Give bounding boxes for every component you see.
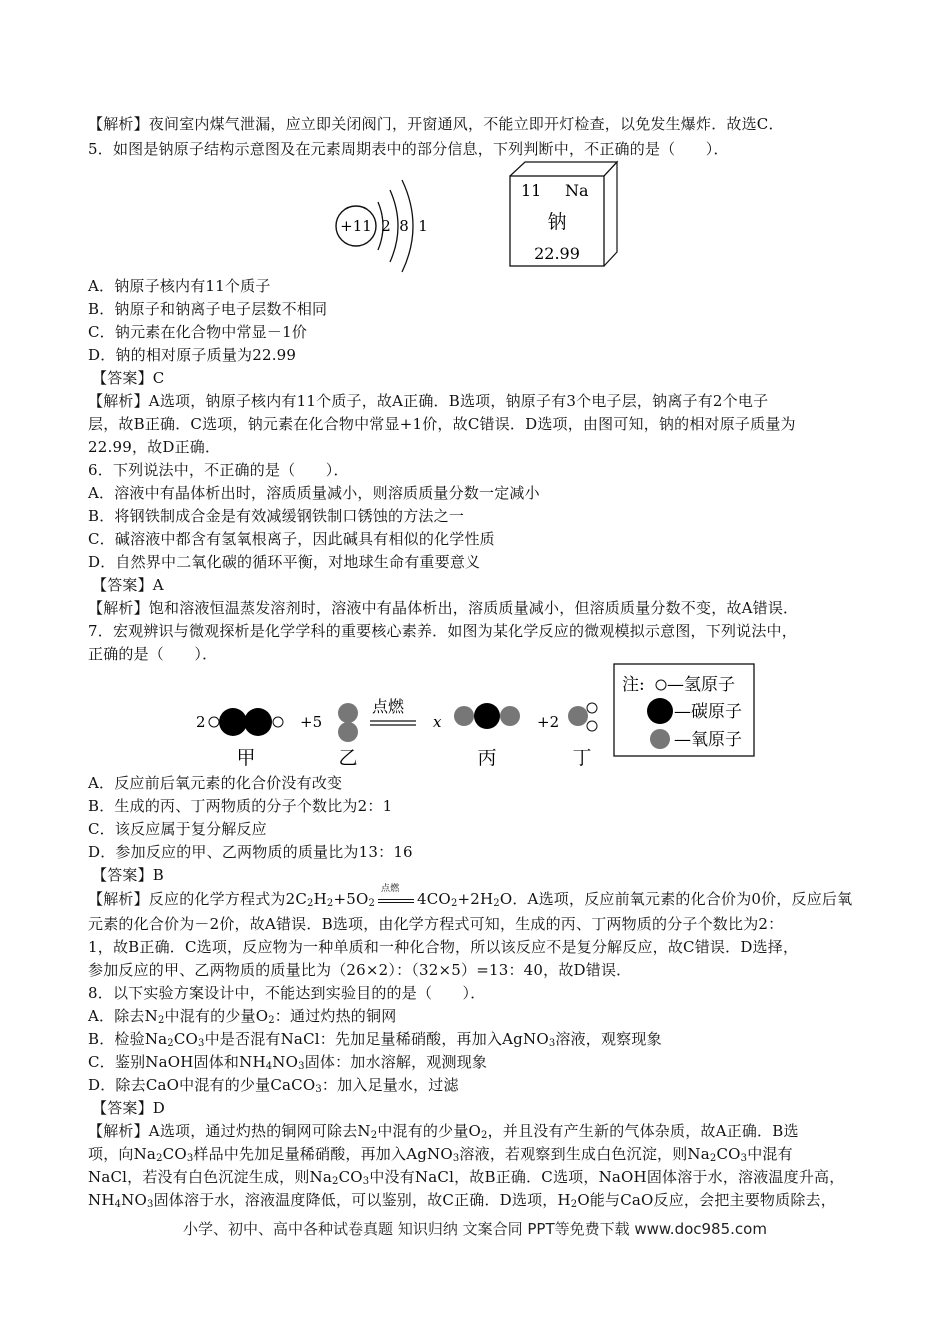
legend-carbon: —碳原子 bbox=[674, 702, 742, 722]
explanation-line: 1，故B正确．C选项，反应物为一种单质和一种化合物，所以该反应不是复分解反应，故C错误．D选择， bbox=[88, 938, 799, 956]
explanation-line: 元素的化合价为－2价，故A错误．B选项，由化学方程式可知，生成的丙、丁两物质的分子个数比为2： bbox=[88, 915, 784, 933]
atomic-number: 11 bbox=[521, 181, 542, 200]
reaction-diagram bbox=[190, 660, 770, 772]
page-footer: 小学、初中、高中各种试卷真题 知识归纳 文案合同 PPT等免费下载 www.doc985.com bbox=[183, 1220, 767, 1238]
option-d: D．除去CaO中混有的少量CaCO$_3$：加入足量水，过滤 bbox=[88, 1076, 459, 1095]
question-7-cont: 正确的是（ ）． bbox=[88, 645, 218, 663]
explanation-line: $NH_4NO_3$固体溶于水，溶液温度降低，可以鉴别，故C正确．D选项，$H_2O$能与CaO反应，会把主要物质除去， bbox=[88, 1191, 836, 1210]
plus-yi: +5 bbox=[300, 713, 323, 731]
explanation-line: 22.99，故D正确． bbox=[88, 438, 221, 456]
answer: 【答案】D bbox=[92, 1099, 166, 1117]
explanation-line: 【解析】A选项，钠原子核内有11个质子，故A正确．B选项，钠原子有3个电子层，钠离子有2个电子 bbox=[88, 392, 769, 410]
atomic-mass: 22.99 bbox=[534, 244, 580, 263]
answer: 【答案】A bbox=[92, 576, 164, 594]
element-symbol: Na bbox=[565, 181, 589, 200]
coef-bing: x bbox=[433, 713, 442, 731]
plus-ding: +2 bbox=[537, 713, 560, 731]
sodium-atom-diagram bbox=[330, 172, 440, 282]
option-d: D．钠的相对原子质量为22.99 bbox=[88, 346, 297, 364]
explanation-line: 项，向$Na_2CO_3$样品中先加足量稀硝酸，再加入AgNO$_3$溶液，若观察到生成白色沉淀，则$Na_2CO_3$中混有 bbox=[88, 1145, 793, 1164]
coef-jia: 2 bbox=[196, 713, 206, 731]
explanation-line: 【解析】饱和溶液恒温蒸发溶剂时，溶液中有晶体析出，溶质质量减小，但溶质质量分数不变，故A错误． bbox=[88, 599, 799, 617]
option-c: C．碱溶液中都含有氢氧根离子，因此碱具有相似的化学性质 bbox=[88, 530, 495, 548]
element-name: 钠 bbox=[547, 211, 567, 233]
explanation-line: 层，故B正确．C选项，钠元素在化合物中常显+1价，故C错误．D选项，由图可知，钠的相对原子质量为 bbox=[88, 415, 796, 433]
question-7: 7．宏观辨识与微观探析是化学学科的重要核心素养．如图为某化学反应的微观模拟示意图，下列说法中， bbox=[88, 622, 797, 640]
label-ding: 丁 bbox=[572, 747, 592, 769]
option-c: C．钠元素在化合物中常显－1价 bbox=[88, 323, 308, 341]
option-d: D．参加反应的甲、乙两物质的质量比为13：16 bbox=[88, 843, 413, 861]
nucleus-charge: +11 bbox=[340, 217, 372, 235]
option-b: B．生成的丙、丁两物质的分子个数比为2：1 bbox=[88, 797, 393, 815]
equation-line: 【解析】反应的化学方程式为$2C_2H_2+5O_2$ 点燃 $4CO_2+2H_2O$．A选项，反应前氧元素的化合价为0价，反应后氧 bbox=[88, 884, 853, 909]
answer: 【答案】C bbox=[92, 369, 165, 387]
option-d: D．自然界中二氧化碳的循环平衡，对地球生命有重要意义 bbox=[88, 553, 481, 571]
option-a: A．反应前后氧元素的化合价没有改变 bbox=[88, 774, 343, 792]
explanation-line: NaCl，若没有白色沉淀生成，则$Na_2CO_3$中没有NaCl，故B正确．C选项，NaOH固体溶于水，溶液温度升高， bbox=[88, 1168, 845, 1187]
option-a: A．溶液中有晶体析出时，溶质质量减小，则溶质质量分数一定减小 bbox=[88, 484, 540, 502]
explanation-line: 参加反应的甲、乙两物质的质量比为（26×2）：（32×5）=13：40，故D错误． bbox=[88, 961, 632, 979]
option-b: B．将钢铁制成合金是有效减缓钢铁制口锈蚀的方法之一 bbox=[88, 507, 465, 525]
periodic-table-cell bbox=[505, 158, 620, 270]
shell-2-count: 8 bbox=[399, 217, 409, 235]
explanation-line: 【解析】A选项，通过灼热的铜网可除去$N_2$中混有的少量$O_2$，并且没有产生新的气体杂质，故A正确．B选 bbox=[88, 1122, 799, 1141]
option-b: B．钠原子和钠离子电子层数不相同 bbox=[88, 300, 328, 318]
label-bing: 丙 bbox=[477, 747, 497, 769]
question-5: 5．如图是钠原子结构示意图及在元素周期表中的部分信息，下列判断中，不正确的是（ ）． bbox=[88, 140, 729, 158]
legend-oxygen: —氧原子 bbox=[674, 730, 742, 750]
reaction-condition: 点燃 bbox=[372, 697, 405, 716]
option-c: C．该反应属于复分解反应 bbox=[88, 820, 267, 838]
question-8: 8．以下实验方案设计中，不能达到实验目的的是（ ）． bbox=[88, 984, 486, 1002]
legend-title: 注: bbox=[622, 675, 645, 695]
question-6: 6．下列说法中，不正确的是（ ）． bbox=[88, 461, 349, 479]
shell-3-count: 1 bbox=[418, 217, 428, 235]
text-line: 【解析】夜间室内煤气泄漏，应立即关闭阀门，开窗通风，不能立即开灯检查，以免发生爆炸．故选C． bbox=[88, 115, 784, 133]
option-a: A．钠原子核内有11个质子 bbox=[88, 277, 271, 295]
label-jia: 甲 bbox=[236, 747, 256, 769]
option-c: C．鉴别NaOH固体和$NH_4NO_3$固体：加水溶解，观测现象 bbox=[88, 1053, 488, 1072]
answer: 【答案】B bbox=[92, 866, 165, 884]
label-yi: 乙 bbox=[338, 747, 358, 769]
equation-condition-arrow: 点燃 bbox=[378, 892, 414, 908]
legend-hydrogen: —氢原子 bbox=[667, 675, 735, 695]
option-a: A．除去$N_2$中混有的少量$O_2$：通过灼热的铜网 bbox=[88, 1007, 397, 1026]
shell-1-count: 2 bbox=[381, 217, 391, 235]
option-b: B．检验$Na_2CO_3$中是否混有NaCl：先加足量稀硝酸，再加入AgNO$_3$溶液，观察现象 bbox=[88, 1030, 662, 1049]
